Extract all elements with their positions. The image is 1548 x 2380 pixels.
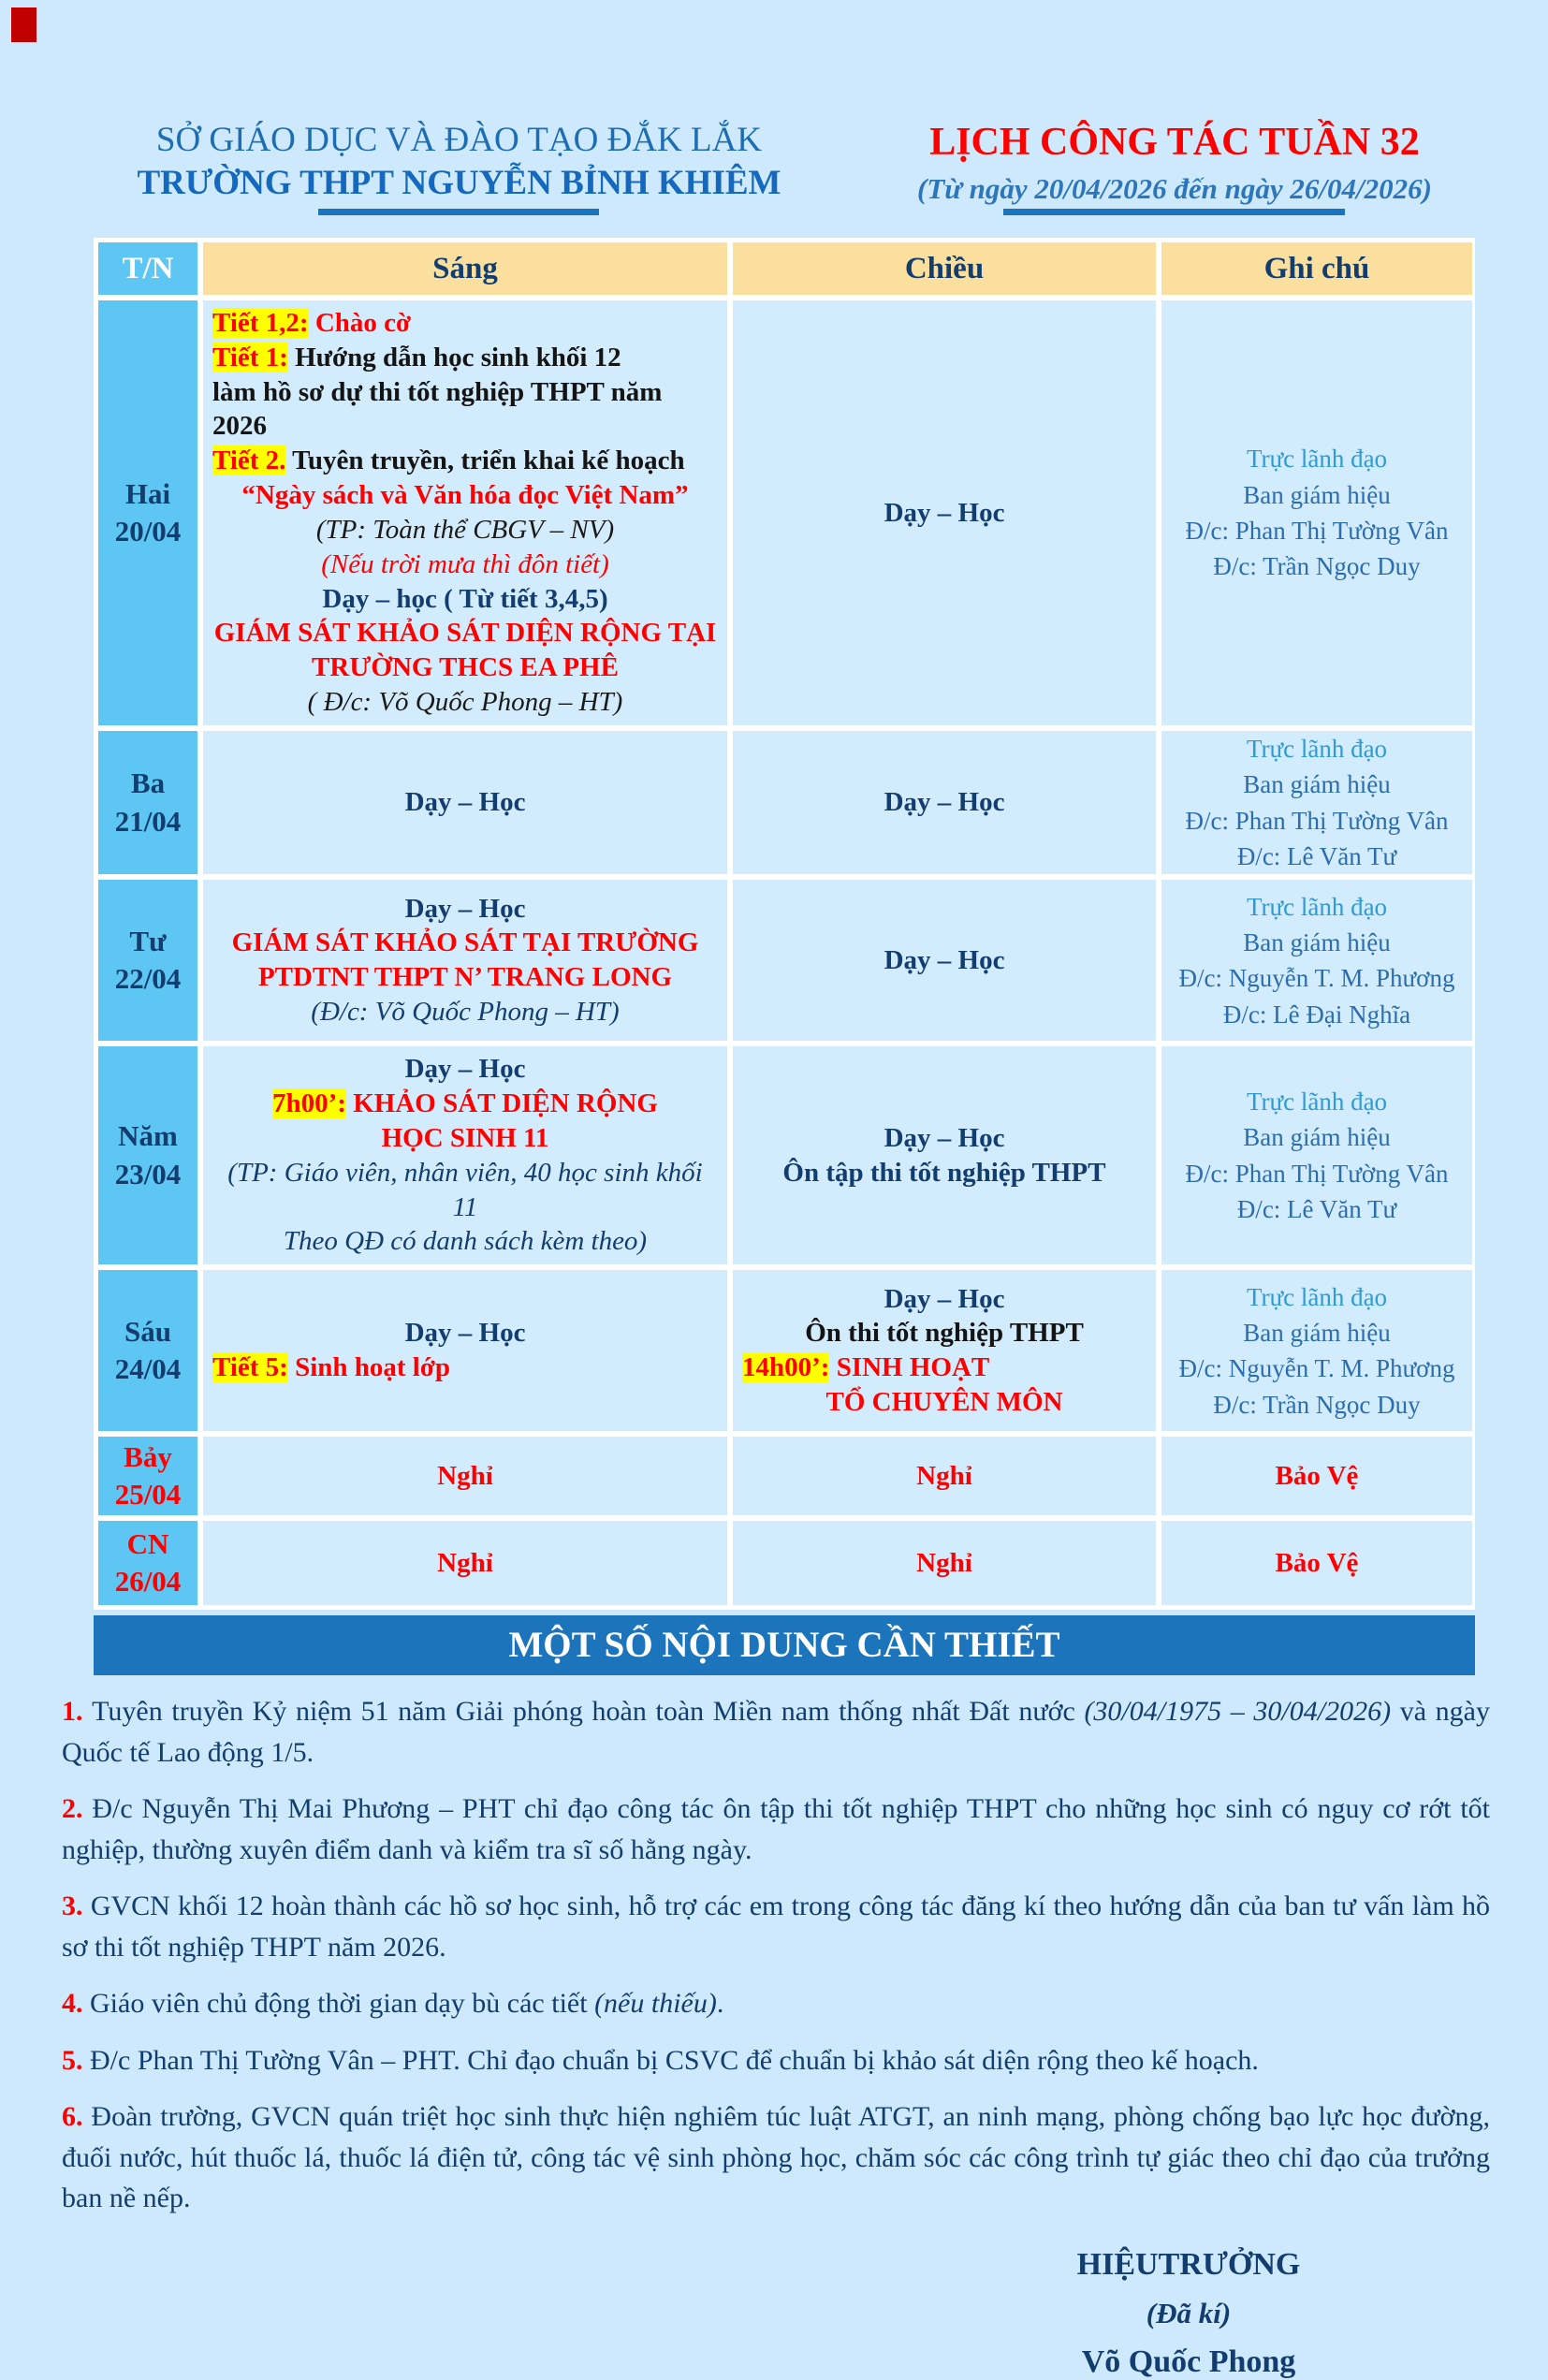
note-line: Đ/c: Nguyễn T. M. Phương <box>1178 1354 1455 1383</box>
schedule-text: GIÁM SÁT KHẢO SÁT DIỆN RỘNG TẠI <box>213 618 717 649</box>
date-range: (Từ ngày 20/04/2026 đến ngày 26/04/2026) <box>917 172 1432 205</box>
schedule-line <box>212 375 718 445</box>
note-cell <box>1161 300 1472 725</box>
schedule-line <box>212 1052 718 1087</box>
note-cell <box>1161 731 1472 874</box>
schedule-line <box>212 444 718 478</box>
day-cell <box>98 731 197 874</box>
note-line: Đ/c: Trần Ngọc Duy <box>1213 552 1421 581</box>
schedule-text: (TP: Toàn thể CBGV – NV) <box>315 514 615 545</box>
column-header: T/N <box>98 242 197 295</box>
note-line: Trực lãnh đạo <box>1246 892 1388 921</box>
note-text: GVCN khối 12 hoàn thành các hồ sơ học sinh, hỗ trợ các em trong công tác đăng kí theo hướng dẫn của ban tư vấn làm hồ sơ thi tốt nghiệp THPT năm 2026. <box>62 1891 1491 1963</box>
note-line: Bảo Vệ <box>1275 1460 1359 1491</box>
note-item <box>62 1983 1490 2024</box>
morning-cell <box>203 300 727 725</box>
note-cell <box>1161 1046 1472 1264</box>
schedule-text: Dạy – Học <box>884 1283 1005 1314</box>
schedule-text: 7h00’: <box>272 1088 346 1119</box>
schedule-text: Theo QĐ có danh sách kèm theo) <box>283 1226 648 1257</box>
schedule-text: TRƯỜNG THCS EA PHÊ <box>312 652 619 683</box>
schedule-line <box>742 785 1146 820</box>
column-header: Sáng <box>203 242 727 295</box>
day-label: Tư <box>129 924 167 957</box>
schedule-text: GIÁM SÁT KHẢO SÁT TẠI TRƯỜNG <box>231 927 699 958</box>
note-line: Trực lãnh đạo <box>1246 445 1388 474</box>
day-cell <box>98 1437 197 1515</box>
day-label: Ba <box>130 767 166 800</box>
schedule-line <box>212 478 718 513</box>
schedule-text: Dạy – Học <box>884 944 1005 975</box>
note-line: Trực lãnh đạo <box>1246 734 1388 763</box>
note-number: 6. <box>62 2101 92 2133</box>
school-name: TRƯỜNG THPT NGUYỄN BỈNH KHIÊM <box>137 164 781 202</box>
note-text: Đ/c Phan Thị Tường Vân – PHT. Chỉ đạo chuẩn bị CSVC để chuẩn bị khảo sát diện rộng theo kế hoạch. <box>90 2044 1259 2076</box>
schedule-line <box>212 582 718 617</box>
schedule-text: Hướng dẫn học sinh khối 12 <box>287 342 621 372</box>
note-cell <box>1161 1437 1472 1515</box>
morning-cell <box>203 880 727 1041</box>
schedule-text: PTDTNT THPT N’ TRANG LONG <box>257 962 673 993</box>
schedule-text: Dạy – Học <box>884 1122 1005 1153</box>
afternoon-cell <box>733 880 1156 1041</box>
note-line: Ban giám hiệu <box>1243 770 1391 799</box>
schedule-line <box>212 1224 718 1259</box>
schedule-text: Nghỉ <box>916 1460 972 1491</box>
note-line: Ban giám hiệu <box>1243 480 1391 509</box>
note-cell <box>1161 880 1472 1041</box>
note-number: 1. <box>62 1696 93 1728</box>
afternoon-cell <box>733 731 1156 874</box>
day-label: CN <box>126 1526 169 1560</box>
note-line: Ban giám hiệu <box>1243 1318 1391 1347</box>
notes-section <box>62 1691 1490 2219</box>
schedule-text: KHẢO SÁT DIỆN RỘNG <box>345 1088 658 1119</box>
note-line: Trực lãnh đạo <box>1246 1088 1388 1117</box>
schedule-line <box>742 1121 1146 1156</box>
schedule-line <box>212 685 718 720</box>
schedule-line <box>742 1351 1146 1385</box>
note-line: Trực lãnh đạo <box>1246 1282 1388 1311</box>
note-line: Đ/c: Lê Văn Tư <box>1236 1195 1397 1224</box>
day-date: 21/04 <box>114 804 182 838</box>
note-text: Tuyên truyền Kỷ niệm 51 năm Giải phóng hoàn toàn Miền nam thống nhất Đất nước <box>92 1696 1085 1728</box>
schedule-text: 14h00’: <box>742 1352 830 1383</box>
afternoon-cell <box>733 1521 1156 1605</box>
note-line: Ban giám hiệu <box>1243 1123 1391 1152</box>
schedule-text: Tiết 1,2: <box>212 308 309 338</box>
note-line: Đ/c: Phan Thị Tường Vân <box>1185 806 1449 835</box>
day-date: 23/04 <box>114 1157 182 1190</box>
schedule-line <box>212 926 718 960</box>
schedule-line <box>742 1156 1146 1190</box>
note-line: Đ/c: Phan Thị Tường Vân <box>1185 1159 1449 1188</box>
schedule-text: Ôn tập thi tốt nghiệp THPT <box>782 1157 1106 1188</box>
schedule-line <box>212 892 718 927</box>
schedule-line <box>212 1546 718 1581</box>
schedule-line <box>742 943 1146 978</box>
signature-signed: (Đã kí) <box>1146 2296 1232 2329</box>
schedule-text: Nghỉ <box>437 1547 493 1578</box>
note-cell <box>1161 1521 1472 1605</box>
day-cell <box>98 880 197 1041</box>
department-name: SỞ GIÁO DỤC VÀ ĐÀO TẠO ĐẮK LẮK <box>155 121 763 159</box>
schedule-line <box>212 306 718 341</box>
schedule-line <box>212 960 718 995</box>
section-banner: MỘT SỐ NỘI DUNG CẦN THIẾT <box>94 1615 1475 1675</box>
schedule-text: Tuyên truyền, triển khai kế hoạch <box>285 445 685 476</box>
schedule-line <box>742 1385 1146 1420</box>
schedule-text: “Ngày sách và Văn hóa đọc Việt Nam” <box>241 480 689 511</box>
note-number: 2. <box>62 1793 93 1825</box>
day-cell <box>98 1270 197 1431</box>
note-number: 5. <box>62 2044 90 2076</box>
signature-name: Võ Quốc Phong <box>1081 2343 1296 2379</box>
schedule-line <box>212 513 718 548</box>
schedule-text: Tiết 5: <box>212 1352 288 1383</box>
schedule-text: Tiết 1: <box>212 342 288 372</box>
schedule-text: Nghỉ <box>916 1547 972 1578</box>
schedule-line <box>212 616 718 650</box>
schedule-line <box>212 1121 718 1156</box>
schedule-line <box>212 1351 718 1385</box>
org-block <box>66 120 853 215</box>
schedule-text: Dạy – Học <box>884 787 1005 818</box>
schedule-text: Dạy – Học <box>404 1318 526 1349</box>
day-date: 24/04 <box>114 1352 182 1386</box>
note-line: Đ/c: Lê Đại Nghĩa <box>1222 1000 1411 1029</box>
column-header: Ghi chú <box>1161 242 1472 295</box>
schedule-line <box>212 548 718 582</box>
schedule-line <box>212 1156 718 1225</box>
note-item <box>62 1886 1490 1967</box>
schedule-text: làm hồ sơ dự thi tốt nghiệp THPT năm 2026 <box>212 376 663 442</box>
day-date: 22/04 <box>114 962 182 996</box>
day-date: 25/04 <box>114 1478 182 1511</box>
day-label: Hai <box>124 476 171 510</box>
morning-cell <box>203 731 727 874</box>
note-line: Bảo Vệ <box>1275 1547 1359 1578</box>
schedule-text: SINH HOẠT <box>829 1352 990 1383</box>
page-title: LỊCH CÔNG TÁC TUẦN 32 <box>929 121 1420 164</box>
note-line: Đ/c: Lê Văn Tư <box>1236 841 1397 870</box>
document-header <box>0 0 1548 215</box>
schedule-line <box>212 785 718 820</box>
school-underline <box>318 209 599 215</box>
note-item <box>62 2040 1490 2081</box>
note-line: Đ/c: Trần Ngọc Duy <box>1213 1390 1421 1419</box>
day-date: 26/04 <box>114 1565 182 1599</box>
schedule-line <box>212 1459 718 1494</box>
signature-block <box>992 2247 1385 2380</box>
schedule-line <box>742 1459 1146 1494</box>
schedule-text: Nghỉ <box>437 1460 493 1491</box>
day-cell <box>98 1046 197 1264</box>
afternoon-cell <box>733 1046 1156 1264</box>
note-item <box>62 1691 1490 1773</box>
signature-role: HIỆUTRƯỞNG <box>1076 2246 1301 2282</box>
note-line: Đ/c: Nguyễn T. M. Phương <box>1178 964 1455 993</box>
note-text: Giáo viên chủ động thời gian dạy bù các tiết <box>90 1988 595 2020</box>
afternoon-cell <box>733 300 1156 725</box>
schedule-text: Ôn thi tốt nghiệp THPT <box>805 1318 1084 1349</box>
note-number: 4. <box>62 1988 90 2020</box>
day-date: 20/04 <box>114 514 182 548</box>
morning-cell <box>203 1437 727 1515</box>
corner-marker <box>11 7 37 42</box>
schedule-line <box>212 1087 718 1121</box>
note-text: Đ/c Nguyễn Thị Mai Phương – PHT chỉ đạo công tác ôn tập thi tốt nghiệp THPT cho những học sinh có nguy cơ rớt tốt nghiệp, thường xuyên điểm danh và kiểm tra sĩ số hằng ngày. <box>62 1793 1490 1865</box>
schedule-text: TỔ CHUYÊN MÔN <box>825 1387 1063 1418</box>
schedule-text: Dạy – Học <box>404 1054 526 1085</box>
schedule-line <box>212 341 718 375</box>
schedule-line <box>212 995 718 1029</box>
schedule-text: (TP: Giáo viên, nhân viên, 40 học sinh khối 11 <box>227 1157 703 1222</box>
day-cell <box>98 300 197 725</box>
note-number: 3. <box>62 1891 91 1922</box>
note-item <box>62 2096 1490 2219</box>
schedule-line <box>742 1546 1146 1581</box>
note-item <box>62 1789 1490 1870</box>
note-text: (30/04/1975 – 30/04/2026) <box>1084 1696 1392 1728</box>
schedule-text: Dạy – Học <box>404 787 526 818</box>
note-line: Đ/c: Phan Thị Tường Vân <box>1185 516 1449 545</box>
column-header: Chiều <box>733 242 1156 295</box>
morning-cell <box>203 1521 727 1605</box>
note-cell <box>1161 1270 1472 1431</box>
schedule-text: Dạy – học ( Từ tiết 3,4,5) <box>322 583 608 614</box>
title-block <box>853 120 1497 215</box>
afternoon-cell <box>733 1437 1156 1515</box>
day-label: Bảy <box>124 1439 172 1473</box>
day-cell <box>98 1521 197 1605</box>
morning-cell <box>203 1270 727 1431</box>
schedule-line <box>742 1282 1146 1317</box>
note-text: và ngày Quốc tế Lao động 1/5. <box>62 1696 1490 1768</box>
date-range-underline <box>1003 209 1345 215</box>
note-text: (nếu thiếu) <box>594 1988 717 2020</box>
schedule-line <box>742 1316 1146 1351</box>
day-label: Sáu <box>124 1314 171 1348</box>
afternoon-cell <box>733 1270 1156 1431</box>
day-label: Năm <box>118 1119 178 1153</box>
schedule-line <box>212 1316 718 1351</box>
schedule-text: Sinh hoạt lớp <box>287 1352 451 1383</box>
schedule-table <box>94 238 1475 1610</box>
schedule-text: HỌC SINH 11 <box>381 1122 549 1153</box>
note-line: Ban giám hiệu <box>1243 927 1391 956</box>
morning-cell <box>203 1046 727 1264</box>
schedule-text: (Nếu trời mưa thì đôn tiết) <box>321 548 609 579</box>
note-text: . <box>716 1988 724 2020</box>
schedule-text: Dạy – Học <box>404 893 526 924</box>
schedule-text: ( Đ/c: Võ Quốc Phong – HT) <box>307 687 623 718</box>
schedule-text: Tiết 2. <box>212 445 286 476</box>
schedule-line <box>212 650 718 685</box>
schedule-text: Dạy – Học <box>884 497 1005 528</box>
note-text: Đoàn trường, GVCN quán triệt học sinh thực hiện nghiêm túc luật ATGT, an ninh mạng, phòng chống bạo lực học đường, đuối nước, hút thuốc lá, thuốc lá điện tử, công tác vệ sinh phòng học, chăm sóc các công trình tự giác theo chỉ đạo của trưởng ban nề nếp. <box>62 2101 1490 2214</box>
schedule-line <box>742 496 1146 531</box>
schedule-text: (Đ/c: Võ Quốc Phong – HT) <box>311 997 620 1028</box>
schedule-text: Chào cờ <box>308 308 412 338</box>
